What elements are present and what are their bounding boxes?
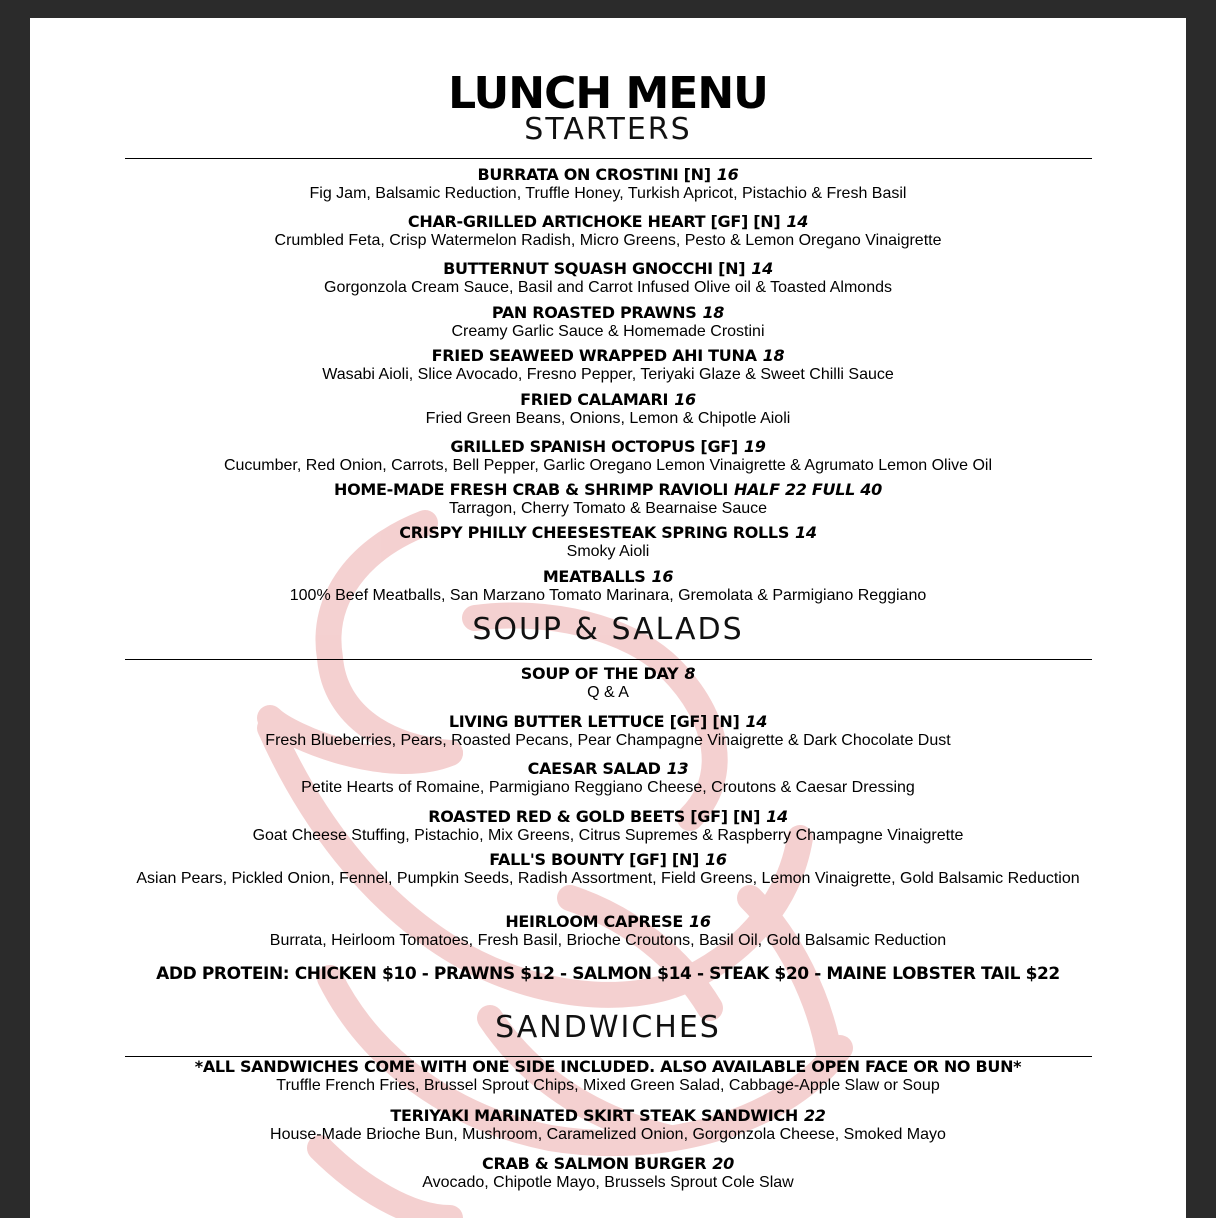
item-name: GRILLED SPANISH OCTOPUS [GF] [450, 437, 738, 456]
item-price: HALF 22 FULL 40 [734, 480, 882, 499]
item-price: 16 [651, 567, 674, 586]
menu-item [30, 664, 1186, 702]
item-name: ROASTED RED & GOLD BEETS [GF] [N] [428, 807, 761, 826]
item-name: FRIED SEAWEED WRAPPED AHI TUNA [431, 346, 757, 365]
item-name-row [30, 1154, 1186, 1174]
item-name-row [30, 437, 1186, 457]
item-name: CRAB & SALMON BURGER [482, 1154, 707, 1173]
item-name: HEIRLOOM CAPRESE [505, 912, 683, 931]
item-description: Q & A [587, 684, 629, 701]
item-name-row [30, 912, 1186, 932]
item-price: 19 [743, 437, 766, 456]
divider-soup-salads [125, 659, 1092, 660]
item-price: 22 [803, 1106, 826, 1125]
item-name-row [30, 1106, 1186, 1126]
sandwich-side-note: *ALL SANDWICHES COME WITH ONE SIDE INCLUDED. ALSO AVAILABLE OPEN FACE OR NO BUN* [194, 1057, 1022, 1076]
sandwich-note [30, 1057, 1186, 1095]
item-name: TERIYAKI MARINATED SKIRT STEAK SANDWICH [390, 1106, 798, 1125]
item-name-row [130, 850, 1086, 870]
item-description: Crumbled Feta, Crisp Watermelon Radish, Micro Greens, Pesto & Lemon Oregano Vinaigrette [274, 232, 942, 249]
item-name-row [30, 712, 1186, 732]
item-name-row [30, 480, 1186, 500]
menu-content [30, 18, 1186, 1218]
menu-item [30, 259, 1186, 297]
menu-item [30, 807, 1186, 845]
menu-item [130, 850, 1086, 888]
item-name-row [30, 165, 1186, 185]
menu-item [30, 165, 1186, 203]
item-description: Tarragon, Cherry Tomato & Bearnaise Sauce [448, 500, 768, 517]
menu-page [30, 18, 1186, 1218]
item-price: 14 [745, 712, 768, 731]
item-description: Creamy Garlic Sauce & Homemade Crostini [451, 323, 765, 340]
item-name-row [30, 390, 1186, 410]
item-description: Wasabi Aioli, Slice Avocado, Fresno Pepper, Teriyaki Glaze & Sweet Chilli Sauce [322, 366, 894, 383]
item-name: HOME-MADE FRESH CRAB & SHRIMP RAVIOLI [334, 480, 728, 499]
item-name: BURRATA ON CROSTINI [N] [477, 165, 711, 184]
item-price: 14 [751, 259, 773, 278]
item-description: Smoky Aioli [566, 543, 650, 560]
menu-item [30, 303, 1186, 341]
item-name: MEATBALLS [542, 567, 646, 586]
item-description: Goat Cheese Stuffing, Pistachio, Mix Greens, Citrus Supremes & Raspberry Champagne Vinaigrette [252, 827, 964, 844]
menu-item [30, 759, 1186, 797]
section-heading-sandwiches: SANDWICHES [495, 1010, 721, 1045]
item-price: 16 [674, 390, 696, 409]
menu-item [30, 437, 1186, 475]
menu-item [30, 523, 1186, 561]
item-name: CHAR-GRILLED ARTICHOKE HEART [GF] [N] [407, 212, 781, 231]
item-price: 20 [712, 1154, 734, 1173]
item-name: FALL'S BOUNTY [GF] [N] [489, 850, 700, 869]
item-description: Asian Pears, Pickled Onion, Fennel, Pumpkin Seeds, Radish Assortment, Field Greens, Lemon Vinaigrette, Gold Balsamic Reduction [136, 870, 1080, 887]
item-name: FRIED CALAMARI [520, 390, 669, 409]
sandwich-sides-list: Truffle French Fries, Brussel Sprout Chips, Mixed Green Salad, Cabbage-Apple Slaw or Soup [276, 1077, 940, 1094]
item-description: Fig Jam, Balsamic Reduction, Truffle Honey, Turkish Apricot, Pistachio & Fresh Basil [309, 185, 907, 202]
item-description: 100% Beef Meatballs, San Marzano Tomato Marinara, Gremolata & Parmigiano Reggiano [289, 587, 927, 604]
item-price: 13 [666, 759, 689, 778]
item-price: 14 [786, 212, 809, 231]
item-name: SOUP OF THE DAY [520, 664, 679, 683]
menu-item [30, 212, 1186, 250]
item-price: 18 [702, 303, 725, 322]
menu-item [30, 712, 1186, 750]
item-description: Fried Green Beans, Onions, Lemon & Chipotle Aioli [425, 410, 791, 427]
item-price: 14 [795, 523, 817, 542]
item-description: Burrata, Heirloom Tomatoes, Fresh Basil, Brioche Croutons, Basil Oil, Gold Balsamic Reduction [269, 932, 947, 949]
menu-item [30, 346, 1186, 384]
item-name-row [30, 664, 1186, 684]
item-name-row [30, 759, 1186, 779]
menu-item [30, 1154, 1186, 1192]
menu-title: LUNCH MENU [448, 68, 768, 119]
item-description: Gorgonzola Cream Sauce, Basil and Carrot Infused Olive oil & Toasted Almonds [324, 279, 892, 296]
item-price: 16 [705, 850, 727, 869]
menu-item [30, 567, 1186, 605]
item-name-row [30, 346, 1186, 366]
menu-item [30, 390, 1186, 428]
add-protein-line: ADD PROTEIN: CHICKEN $10 - PRAWNS $12 - SALMON $14 - STEAK $20 - MAINE LOBSTER TAIL $22 [156, 964, 1060, 984]
item-name-row [30, 303, 1186, 323]
item-name-row [30, 567, 1186, 587]
item-price: 16 [689, 912, 711, 931]
item-description: House-Made Brioche Bun, Mushroom, Caramelized Onion, Gorgonzola Cheese, Smoked Mayo [270, 1126, 946, 1143]
section-heading-soup-salads: SOUP & SALADS [472, 612, 744, 647]
item-name-row [30, 212, 1186, 232]
item-name-row [30, 259, 1186, 279]
item-name-row [30, 807, 1186, 827]
menu-item [30, 1106, 1186, 1144]
item-price: 14 [766, 807, 788, 826]
divider-starters [125, 158, 1092, 159]
item-name: CRISPY PHILLY CHEESESTEAK SPRING ROLLS [399, 523, 790, 542]
item-description: Petite Hearts of Romaine, Parmigiano Reggiano Cheese, Croutons & Caesar Dressing [301, 779, 915, 796]
item-price: 18 [762, 346, 785, 365]
item-name: PAN ROASTED PRAWNS [491, 303, 697, 322]
section-heading-starters: STARTERS [524, 112, 692, 147]
item-price: 8 [684, 664, 696, 683]
item-description: Fresh Blueberries, Pears, Roasted Pecans, Pear Champagne Vinaigrette & Dark Chocolate Dust [265, 732, 951, 749]
item-price: 16 [716, 165, 739, 184]
item-name: LIVING BUTTER LETTUCE [GF] [N] [448, 712, 740, 731]
menu-item [30, 912, 1186, 950]
item-name: CAESAR SALAD [527, 759, 661, 778]
item-description: Avocado, Chipotle Mayo, Brussels Sprout Cole Slaw [422, 1174, 794, 1191]
item-name-row [30, 523, 1186, 543]
item-name: BUTTERNUT SQUASH GNOCCHI [N] [443, 259, 746, 278]
item-description: Cucumber, Red Onion, Carrots, Bell Pepper, Garlic Oregano Lemon Vinaigrette & Agrumato Lemon Olive Oil [223, 457, 993, 474]
menu-item [30, 480, 1186, 518]
